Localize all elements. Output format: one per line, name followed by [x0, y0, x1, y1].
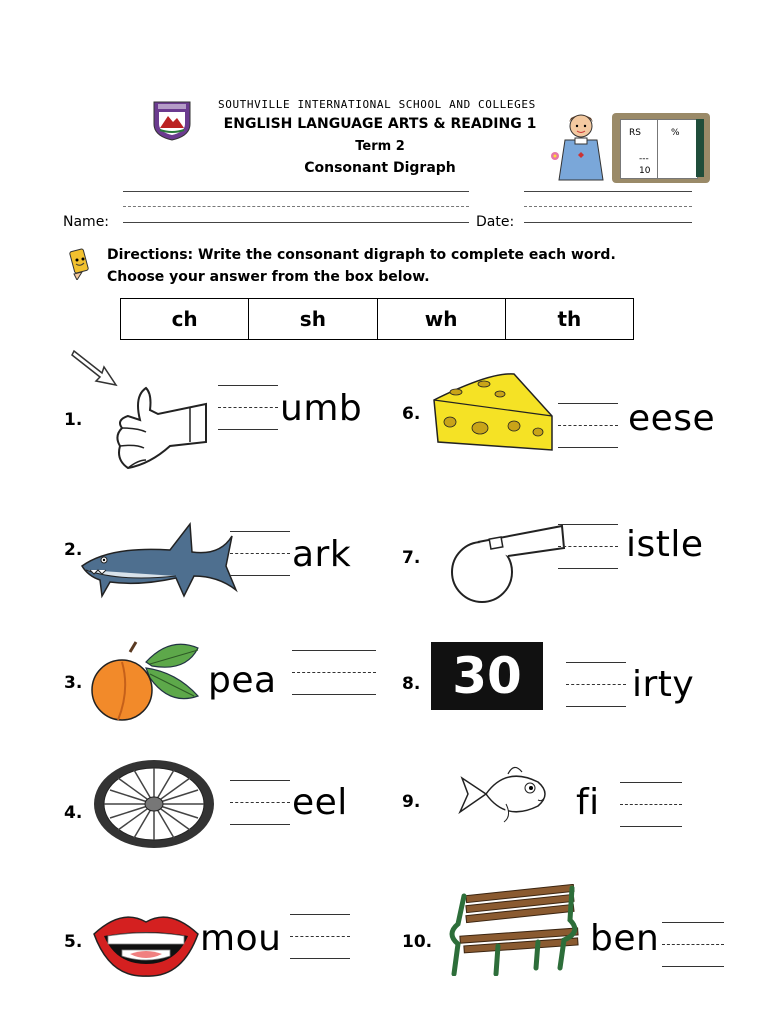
topic-title: Consonant Digraph: [304, 160, 456, 176]
word-3: pea: [208, 660, 277, 701]
word-2: ark: [292, 534, 352, 575]
bench-icon: [440, 884, 588, 976]
word-1: umb: [280, 388, 363, 429]
mouth-icon: [92, 904, 200, 980]
thirty-sign: 30: [431, 642, 543, 710]
name-label: Name:: [63, 214, 110, 230]
wheel-icon: [90, 756, 218, 852]
answer-blank-6[interactable]: [558, 403, 618, 449]
item-number-2: 2.: [64, 540, 83, 560]
directions-line-1: Directions: Write the consonant digraph to complete each word.: [107, 247, 616, 263]
word-6: eese: [628, 398, 716, 439]
item-number-10: 10.: [402, 932, 433, 952]
peach-icon: [90, 632, 202, 724]
item-number-1: 1.: [64, 410, 83, 430]
answer-blank-3[interactable]: [292, 650, 376, 696]
score-total: 10: [639, 166, 651, 176]
word-4: eel: [292, 782, 348, 823]
cheese-icon: [430, 370, 554, 456]
answer-blank-8[interactable]: [566, 662, 626, 708]
name-rule-mid: [123, 206, 469, 207]
teacher-girl-icon: [545, 108, 615, 188]
answer-blank-10[interactable]: [662, 922, 724, 968]
score-board: [612, 113, 710, 183]
word-9: fi: [576, 782, 600, 823]
answer-blank-5[interactable]: [290, 914, 350, 960]
rs-label: RS: [629, 128, 641, 138]
directions-line-2: Choose your answer from the box below.: [107, 269, 430, 285]
thumb-up-icon: [110, 380, 210, 476]
subject-title: ENGLISH LANGUAGE ARTS & READING 1: [223, 116, 537, 132]
shark-icon: [80, 516, 240, 608]
item-number-4: 4.: [64, 803, 83, 823]
name-rule-top: [123, 191, 469, 192]
item-number-6: 6.: [402, 404, 421, 424]
item-number-7: 7.: [402, 548, 421, 568]
school-logo-icon: [150, 98, 194, 142]
choice-sh: sh: [249, 299, 377, 339]
choice-box: [120, 298, 634, 340]
word-10: ben: [590, 918, 660, 959]
school-name: SOUTHVILLE INTERNATIONAL SCHOOL AND COLLEGES: [218, 98, 536, 111]
date-rule-mid: [524, 206, 692, 207]
word-8: irty: [632, 664, 695, 705]
answer-blank-1[interactable]: [218, 385, 278, 431]
word-7: istle: [626, 524, 704, 565]
answer-blank-2[interactable]: [230, 531, 290, 577]
item-number-9: 9.: [402, 792, 421, 812]
name-field[interactable]: [123, 222, 469, 223]
score-dashes: ---: [639, 154, 649, 164]
choice-th: th: [557, 307, 582, 331]
term-label: Term 2: [355, 139, 405, 154]
item-number-5: 5.: [64, 932, 83, 952]
pencil-icon: [62, 244, 98, 280]
item-number-8: 8.: [402, 674, 421, 694]
choice-wh: wh: [378, 299, 506, 339]
fish-icon: [456, 760, 552, 828]
whistle-icon: [448, 520, 566, 608]
percent-label: %: [671, 128, 680, 138]
answer-blank-4[interactable]: [230, 780, 290, 826]
item-number-3: 3.: [64, 673, 83, 693]
choice-ch: ch: [121, 299, 249, 339]
date-label: Date:: [476, 214, 515, 230]
answer-blank-9[interactable]: [620, 782, 682, 828]
date-rule-top: [524, 191, 692, 192]
answer-blank-7[interactable]: [558, 524, 618, 570]
date-field[interactable]: [524, 222, 692, 223]
word-5: mou: [200, 918, 282, 959]
